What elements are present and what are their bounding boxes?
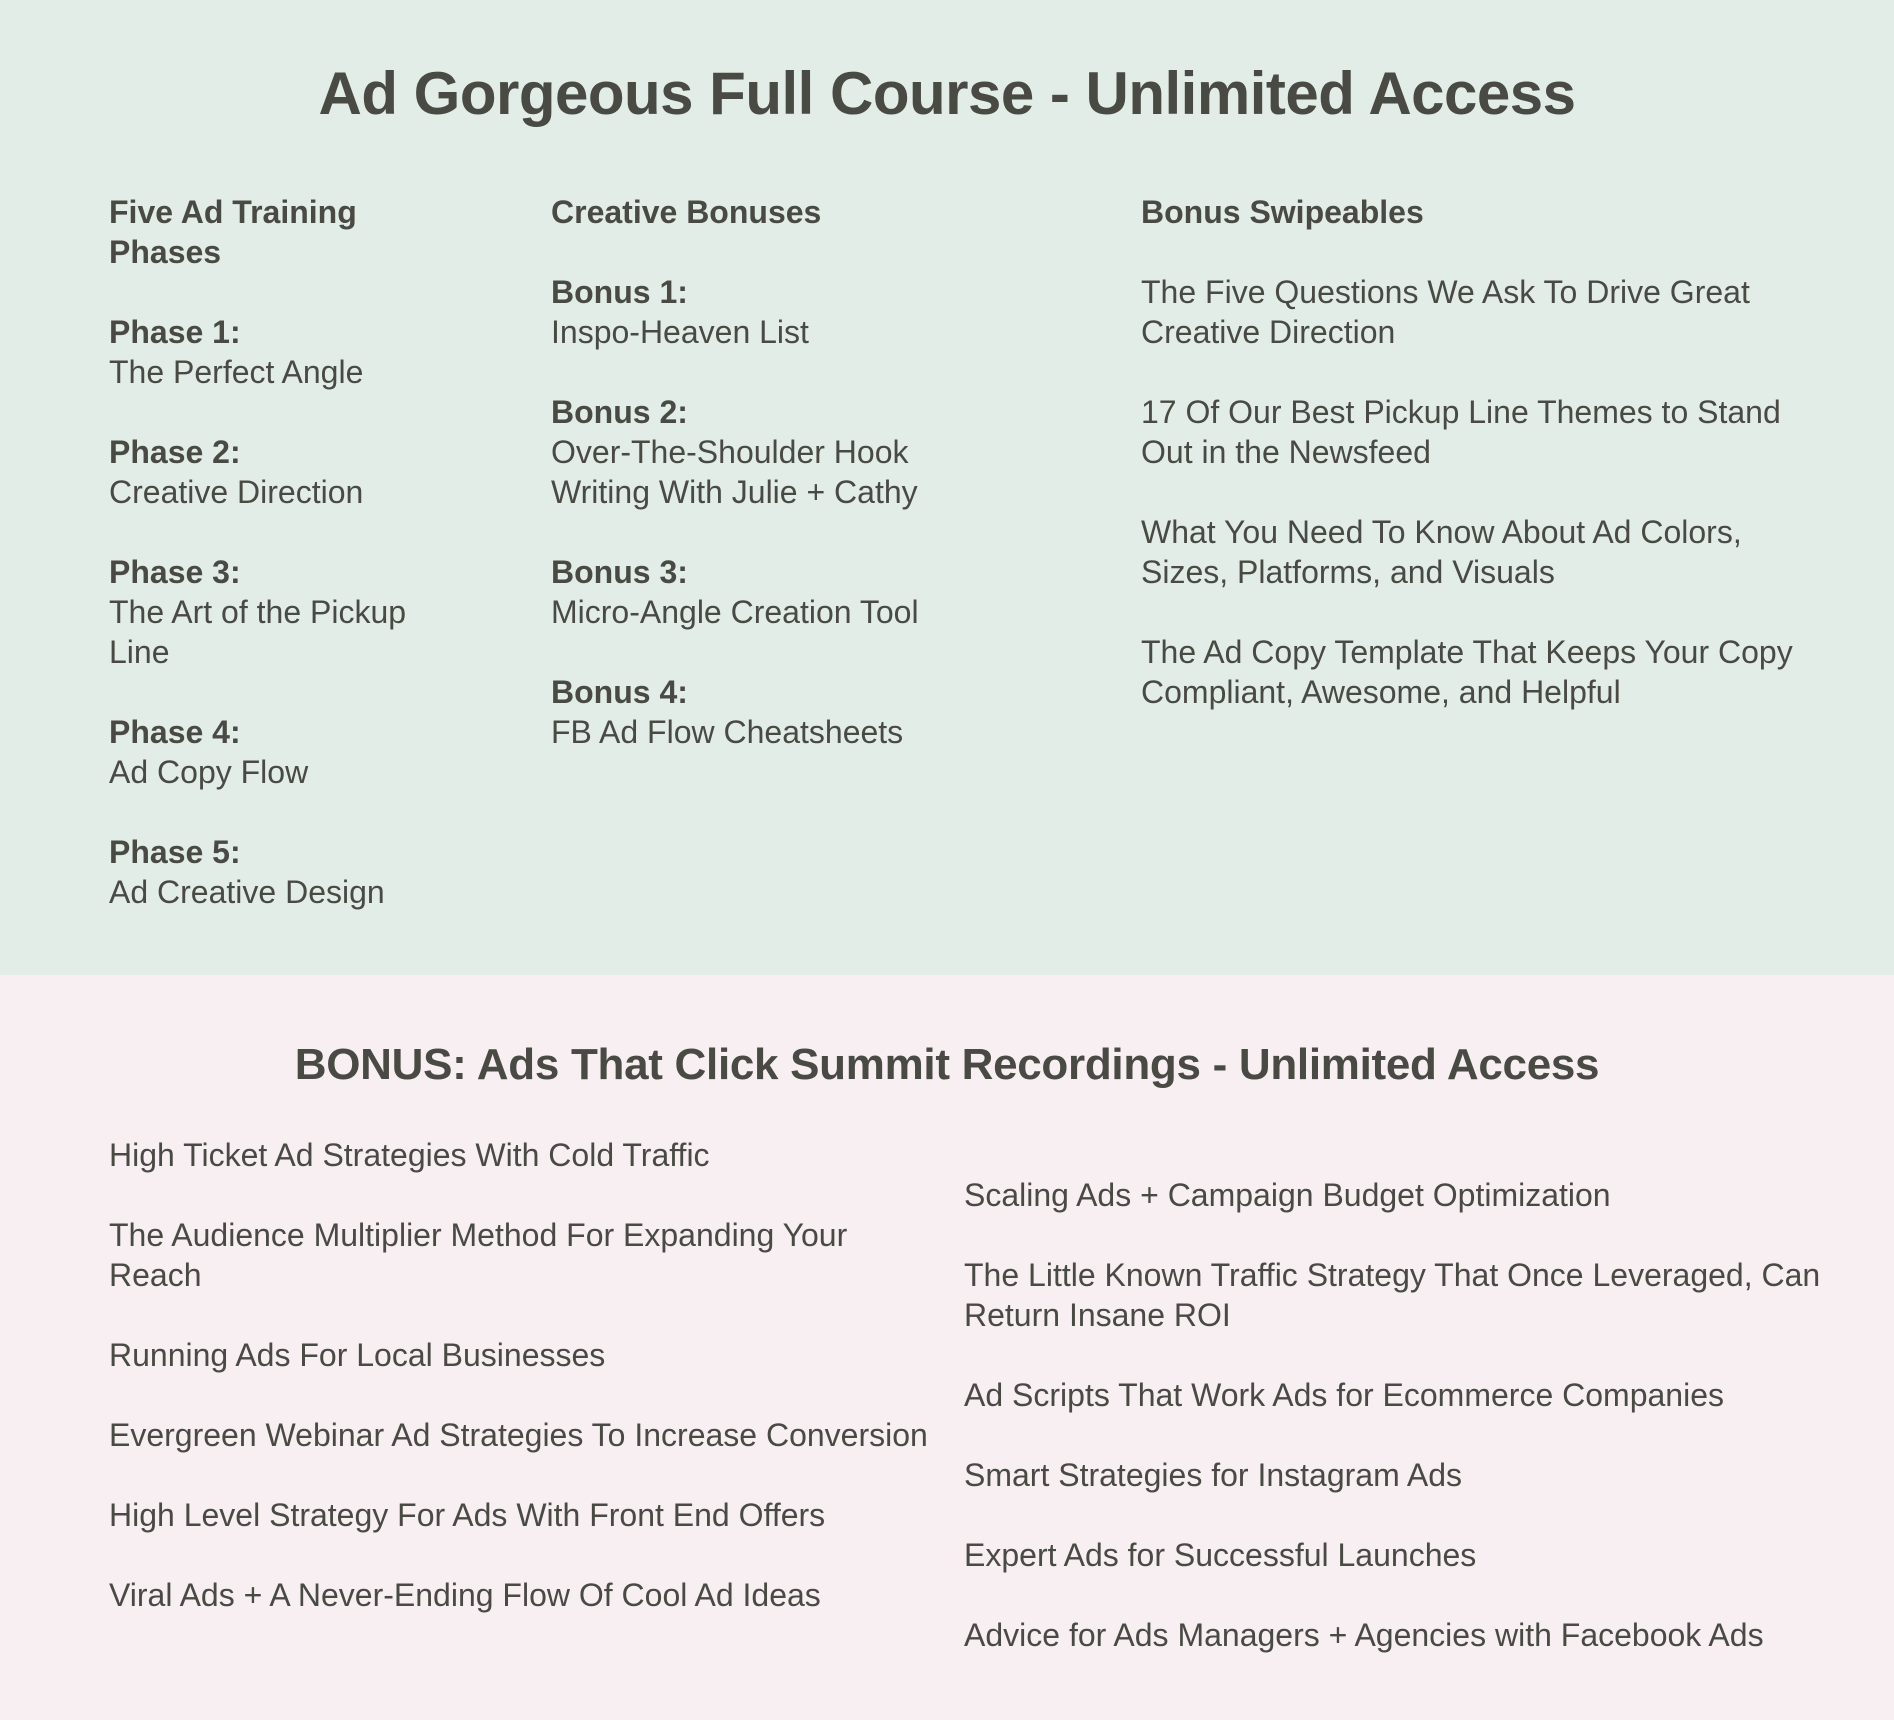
bonus-text: Inspo-Heaven List	[551, 314, 809, 350]
summit-session-item: The Audience Multiplier Method For Expanding Your Reach	[109, 1217, 848, 1293]
bonus-item	[551, 552, 971, 632]
summit-session-item: Scaling Ads + Campaign Budget Optimization	[964, 1177, 1611, 1213]
phase-item	[109, 552, 449, 672]
phase-label: Phase 2:	[109, 434, 241, 470]
swipeable-item: What You Need To Know About Ad Colors, Sizes, Platforms, and Visuals	[1141, 514, 1742, 590]
bonus-text: Micro-Angle Creation Tool	[551, 594, 919, 630]
bonus-text: Over-The-Shoulder Hook Writing With Julie + Cathy	[551, 434, 918, 510]
summit-session-item: High Ticket Ad Strategies With Cold Traffic	[109, 1137, 710, 1173]
summit-session-item: Advice for Ads Managers + Agencies with Facebook Ads	[964, 1617, 1764, 1653]
swipeables-column	[1141, 192, 1821, 752]
bonus-label: Bonus 1:	[551, 274, 688, 310]
phase-item	[109, 712, 449, 792]
phase-text: The Perfect Angle	[109, 354, 364, 390]
summit-session-item: Evergreen Webinar Ad Strategies To Increase Conversion	[109, 1417, 928, 1453]
bonus-text: FB Ad Flow Cheatsheets	[551, 714, 904, 750]
phase-item	[109, 312, 449, 392]
bonus-label: Bonus 2:	[551, 394, 688, 430]
creative-bonuses-heading: Creative Bonuses	[551, 194, 822, 230]
phases-column	[109, 192, 449, 952]
summit-session-item: High Level Strategy For Ads With Front End Offers	[109, 1497, 826, 1533]
phase-item	[109, 832, 449, 912]
phase-text: The Art of the Pickup Line	[109, 594, 407, 670]
summit-list-right	[964, 1175, 1824, 1695]
phase-label: Phase 1:	[109, 314, 241, 350]
phase-item	[109, 432, 449, 512]
summit-session-item: Running Ads For Local Businesses	[109, 1337, 606, 1373]
phase-label: Phase 4:	[109, 714, 241, 750]
summit-session-item: The Little Known Traffic Strategy That Once Leveraged, Can Return Insane ROI	[964, 1257, 1821, 1333]
phase-text: Creative Direction	[109, 474, 364, 510]
swipeable-item: The Five Questions We Ask To Drive Great Creative Direction	[1141, 274, 1750, 350]
swipeables-heading: Bonus Swipeables	[1141, 194, 1424, 230]
summit-session-item: Ad Scripts That Work Ads for Ecommerce Companies	[964, 1377, 1724, 1413]
phase-text: Ad Creative Design	[109, 874, 385, 910]
bonus-item	[551, 672, 971, 752]
bonus-label: Bonus 3:	[551, 554, 688, 590]
phase-label: Phase 3:	[109, 554, 241, 590]
phase-text: Ad Copy Flow	[109, 754, 309, 790]
summit-list-left	[109, 1135, 929, 1655]
bonus-label: Bonus 4:	[551, 674, 688, 710]
course-title: Ad Gorgeous Full Course - Unlimited Access	[318, 60, 1576, 127]
swipeable-item: 17 Of Our Best Pickup Line Themes to Stand Out in the Newsfeed	[1141, 394, 1781, 470]
summit-title: BONUS: Ads That Click Summit Recordings - Unlimited Access	[294, 1040, 1600, 1089]
bonus-item	[551, 272, 971, 352]
creative-bonuses-column	[551, 192, 971, 792]
phase-label: Phase 5:	[109, 834, 241, 870]
summit-session-item: Expert Ads for Successful Launches	[964, 1537, 1477, 1573]
bonus-item	[551, 392, 971, 512]
swipeable-item: The Ad Copy Template That Keeps Your Copy Compliant, Awesome, and Helpful	[1141, 634, 1793, 710]
summit-session-item: Viral Ads + A Never-Ending Flow Of Cool Ad Ideas	[109, 1577, 821, 1613]
summit-session-item: Smart Strategies for Instagram Ads	[964, 1457, 1462, 1493]
phases-heading: Five Ad Training Phases	[109, 194, 357, 270]
